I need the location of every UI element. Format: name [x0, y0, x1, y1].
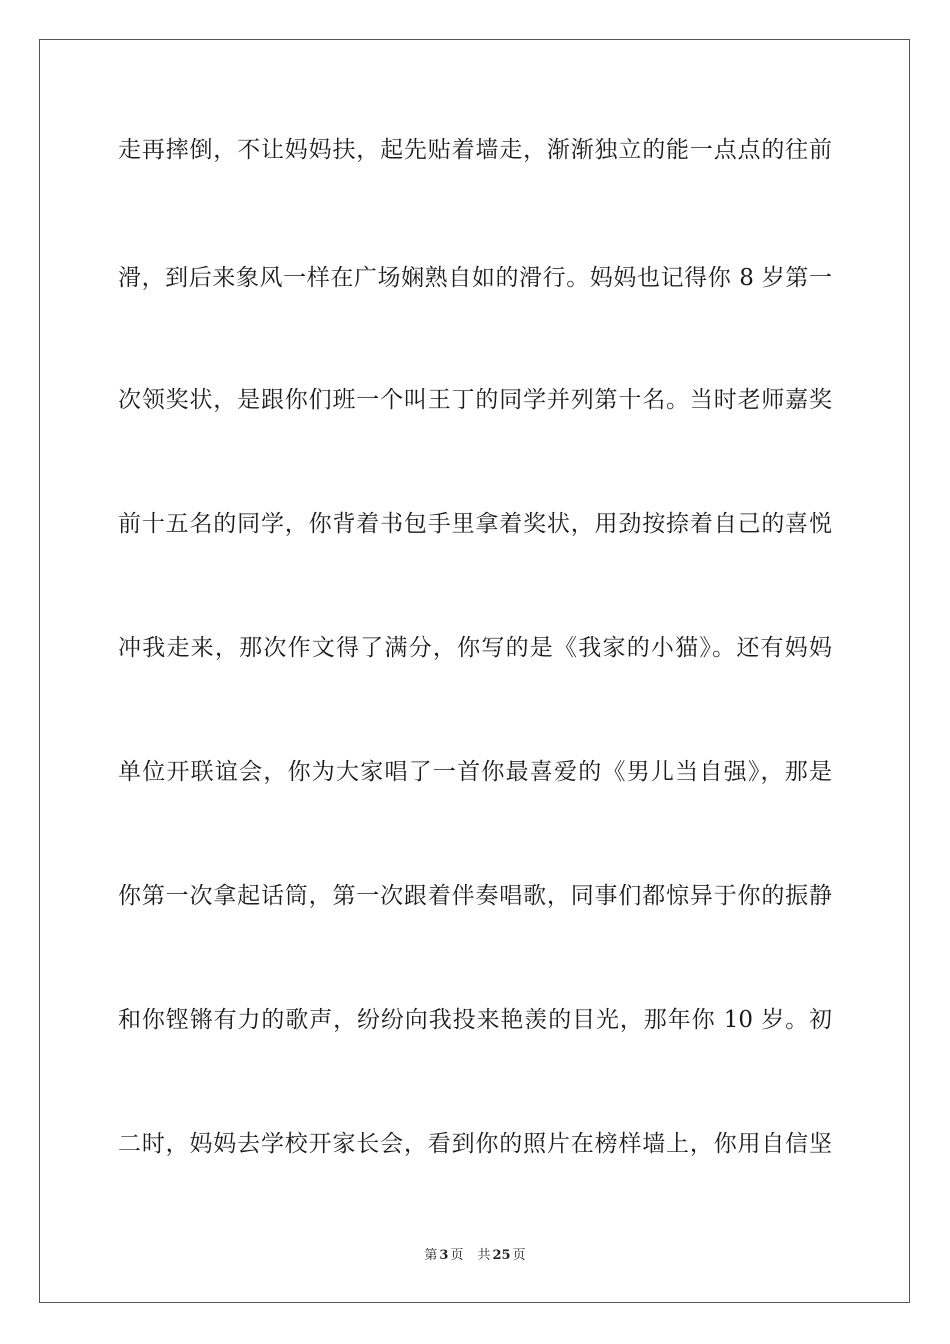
- page-total-prefix: 共: [477, 1248, 491, 1263]
- page-total-count: 25: [492, 1248, 511, 1263]
- page-number-prefix: 第: [424, 1248, 438, 1263]
- page-border: [39, 39, 910, 1303]
- body-text-line-7: 你第一次拿起话筒，第一次跟着伴奏唱歌，同事们都惊异于你的振静: [118, 883, 832, 909]
- page-number-suffix: 页: [450, 1248, 464, 1263]
- body-text-line-5: 冲我走来，那次作文得了满分，你写的是《我家的小猫》。还有妈妈: [118, 635, 832, 661]
- body-text-line-3: 次领奖状，是跟你们班一个叫王丁的同学并列第十名。当时老师嘉奖: [118, 387, 832, 413]
- body-text-line-6: 单位开联谊会，你为大家唱了一首你最喜爱的《男儿当自强》，那是: [118, 759, 832, 785]
- body-text-line-9: 二时，妈妈去学校开家长会，看到你的照片在榜样墙上，你用自信坚: [118, 1131, 832, 1157]
- body-text-line-8: 和你铿锵有力的歌声，纷纷向我投来艳羡的目光，那年你 10 岁。初: [118, 1007, 832, 1033]
- page-footer: [0, 1247, 950, 1265]
- body-text-line-1: 走再摔倒，不让妈妈扶，起先贴着墙走，渐渐独立的能一点点的往前: [118, 137, 832, 163]
- page-number-current: 3: [439, 1248, 449, 1263]
- body-text-line-2: 滑，到后来象风一样在广场娴熟自如的滑行。妈妈也记得你 8 岁第一: [118, 265, 832, 291]
- page-total-suffix: 页: [512, 1248, 526, 1263]
- body-text-line-4: 前十五名的同学，你背着书包手里拿着奖状，用劲按捺着自己的喜悦: [118, 511, 832, 537]
